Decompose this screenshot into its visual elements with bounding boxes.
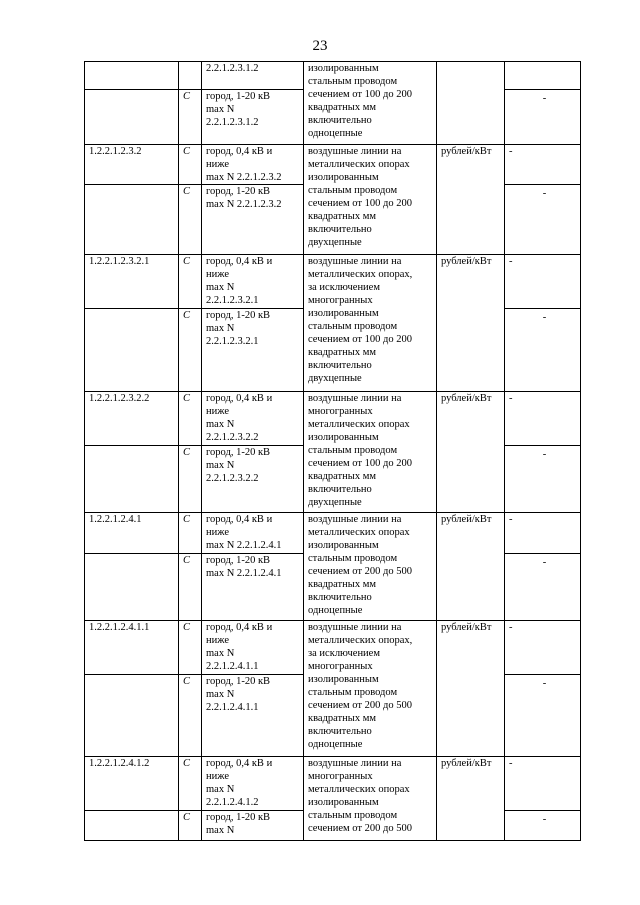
row-condition: город, 1-20 кВ max N 2.2.1.2.3.1.2 [202, 90, 304, 145]
row-condition: 2.2.1.2.3.1.2 [202, 62, 304, 90]
table-row [85, 255, 581, 309]
row-category: C [179, 446, 202, 513]
row-code [85, 675, 179, 757]
table-row [85, 513, 581, 554]
row-category: C [179, 185, 202, 255]
row-category: C [179, 757, 202, 811]
row-description: воздушные линии на металлических опорах изолированным стальным проводом сечением от 100 до 200 квадратных мм включительно двухцепные [304, 145, 437, 255]
row-description: воздушные линии на металлических опорах, за исключением многогранных изолированным стальным проводом сечением от 200 до 500 квадратных мм включительно одноцепные [304, 621, 437, 757]
row-category [179, 62, 202, 90]
row-unit: рублей/кВт [437, 392, 505, 513]
row-condition: город, 0,4 кВ и ниже max N 2.2.1.2.3.2 [202, 145, 304, 185]
row-code [85, 62, 179, 90]
row-description: воздушные линии на металлических опорах, за исключением многогранных изолированным стальным проводом сечением от 100 до 200 квадратных мм включительно двухцепные [304, 255, 437, 392]
row-value: - [505, 513, 581, 554]
table-row [85, 62, 581, 90]
row-condition: город, 0,4 кВ и ниже max N 2.2.1.2.3.2.1 [202, 255, 304, 309]
row-code: 1.2.2.1.2.3.2.1 [85, 255, 179, 309]
tariff-table [84, 61, 581, 841]
row-category: C [179, 392, 202, 446]
table-row [85, 392, 581, 446]
row-value: - [505, 811, 581, 841]
table-row [85, 757, 581, 811]
row-value: - [505, 185, 581, 255]
row-condition: город, 0,4 кВ и ниже max N 2.2.1.2.3.2.2 [202, 392, 304, 446]
row-category: C [179, 554, 202, 621]
row-code: 1.2.2.1.2.4.1.2 [85, 757, 179, 811]
row-code [85, 811, 179, 841]
table-row [85, 145, 581, 185]
row-category: C [179, 309, 202, 392]
row-value: - [505, 757, 581, 811]
row-category: C [179, 513, 202, 554]
row-category: C [179, 255, 202, 309]
row-unit: рублей/кВт [437, 621, 505, 757]
row-condition: город, 0,4 кВ и ниже max N 2.2.1.2.4.1.2 [202, 757, 304, 811]
row-value: - [505, 255, 581, 309]
row-condition: город, 1-20 кВ max N 2.2.1.2.3.2.2 [202, 446, 304, 513]
row-value: - [505, 309, 581, 392]
row-code [85, 554, 179, 621]
row-unit: рублей/кВт [437, 145, 505, 255]
row-condition: город, 1-20 кВ max N 2.2.1.2.4.1 [202, 554, 304, 621]
row-code: 1.2.2.1.2.4.1.1 [85, 621, 179, 675]
row-condition: город, 0,4 кВ и ниже max N 2.2.1.2.4.1 [202, 513, 304, 554]
row-value [505, 62, 581, 90]
row-value: - [505, 90, 581, 145]
row-code [85, 446, 179, 513]
row-category: C [179, 621, 202, 675]
row-code: 1.2.2.1.2.4.1 [85, 513, 179, 554]
row-code [85, 185, 179, 255]
row-condition: город, 1-20 кВ max N [202, 811, 304, 841]
row-code: 1.2.2.1.2.3.2.2 [85, 392, 179, 446]
row-description: воздушные линии на многогранных металлических опорах изолированным стальным проводом сечением от 200 до 500 [304, 757, 437, 841]
row-condition: город, 1-20 кВ max N 2.2.1.2.3.2 [202, 185, 304, 255]
row-unit: рублей/кВт [437, 513, 505, 621]
row-condition: город, 1-20 кВ max N 2.2.1.2.3.2.1 [202, 309, 304, 392]
row-description: воздушные линии на металлических опорах изолированным стальным проводом сечением от 200 до 500 квадратных мм включительно одноцепные [304, 513, 437, 621]
page-number: 23 [312, 38, 328, 54]
row-code: 1.2.2.1.2.3.2 [85, 145, 179, 185]
row-code [85, 90, 179, 145]
row-condition: город, 1-20 кВ max N 2.2.1.2.4.1.1 [202, 675, 304, 757]
row-value: - [505, 675, 581, 757]
row-value: - [505, 145, 581, 185]
table-row [85, 621, 581, 675]
row-condition: город, 0,4 кВ и ниже max N 2.2.1.2.4.1.1 [202, 621, 304, 675]
row-value: - [505, 621, 581, 675]
row-value: - [505, 554, 581, 621]
row-code [85, 309, 179, 392]
row-unit: рублей/кВт [437, 757, 505, 841]
row-value: - [505, 446, 581, 513]
row-unit [437, 62, 505, 145]
row-category: C [179, 675, 202, 757]
row-value: - [505, 392, 581, 446]
row-description: изолированным стальным проводом сечением от 100 до 200 квадратных мм включительно одноцепные [304, 62, 437, 145]
row-category: C [179, 145, 202, 185]
row-category: C [179, 90, 202, 145]
row-unit: рублей/кВт [437, 255, 505, 392]
row-category: C [179, 811, 202, 841]
row-description: воздушные линии на многогранных металлических опорах изолированным стальным проводом сечением от 100 до 200 квадратных мм включительно двухцепные [304, 392, 437, 513]
